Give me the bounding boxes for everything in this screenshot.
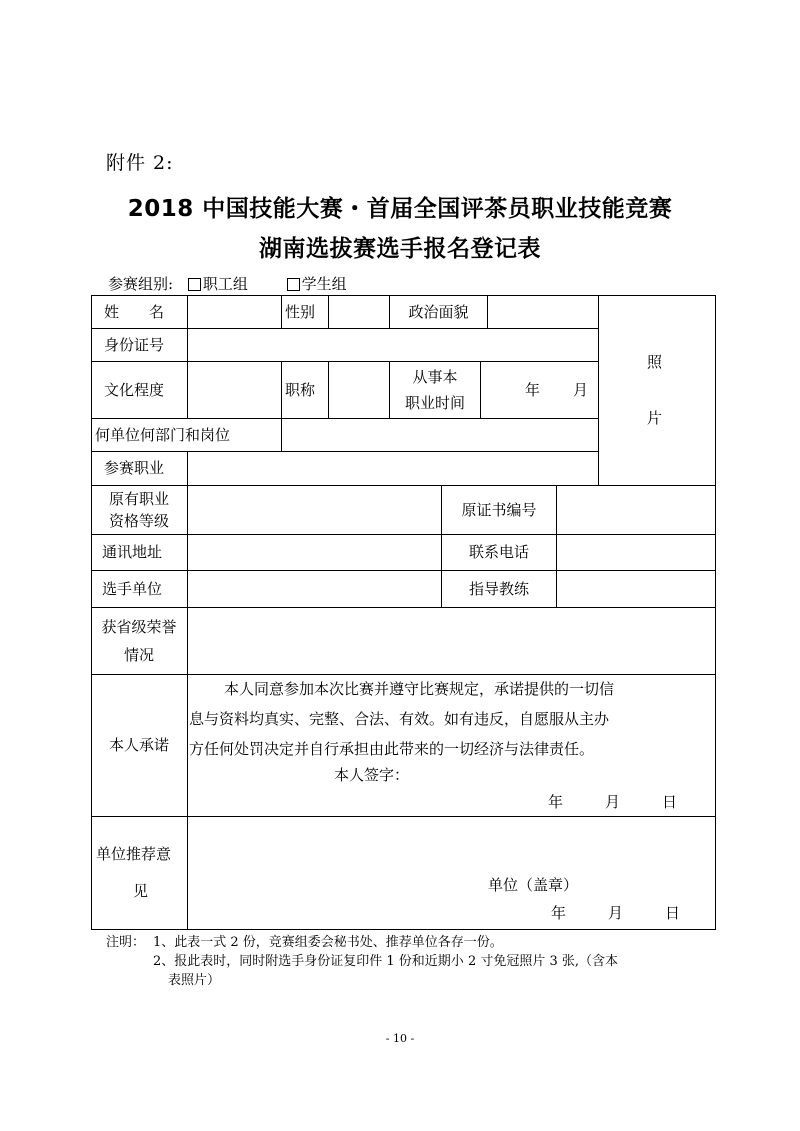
photo-label-2: 片 xyxy=(647,409,663,427)
phone-field[interactable] xyxy=(557,535,715,570)
label-recommendation-1: 单位推荐意 xyxy=(96,845,172,863)
label-cert-number: 原证书编号 xyxy=(461,500,537,519)
work-time-field[interactable] xyxy=(481,362,598,418)
label-department: 何单位何部门和岗位 xyxy=(95,425,231,444)
checkbox-icon[interactable] xyxy=(287,278,300,291)
label-work-time-2: 职业时间 xyxy=(404,393,465,412)
name-field[interactable] xyxy=(188,296,281,328)
table-line xyxy=(281,295,282,328)
form-title-line2: 湖南选拔赛选手报名登记表 xyxy=(259,236,541,262)
coach-field[interactable] xyxy=(557,571,715,607)
label-original-level-2: 资格等级 xyxy=(108,511,169,530)
option-worker[interactable] xyxy=(188,273,248,294)
form-title-line1: 2018 中国技能大赛・首届全国评茶员职业技能竞赛 xyxy=(127,196,673,222)
label-title: 职称 xyxy=(285,380,316,399)
recommend-date-month: 月 xyxy=(608,904,624,922)
pledge-line-1: 本人同意参加本次比赛并遵守比赛规定，承诺提供的一切信 xyxy=(224,680,615,698)
department-field[interactable] xyxy=(282,419,598,451)
label-address: 通讯地址 xyxy=(102,543,163,561)
option-student-label: 学生组 xyxy=(301,275,347,293)
group-label: 参赛组别: xyxy=(108,275,174,293)
label-honor-2: 情况 xyxy=(123,645,154,664)
education-field[interactable] xyxy=(188,362,281,418)
recommendation-field[interactable] xyxy=(188,817,715,929)
note-2-continued: 表照片） xyxy=(168,973,221,988)
notes-label: 注明： xyxy=(106,935,146,950)
label-education: 文化程度 xyxy=(104,380,165,399)
work-time-year: 年 xyxy=(525,381,541,399)
label-honor xyxy=(91,607,187,674)
work-time-month: 月 xyxy=(573,381,589,399)
address-field[interactable] xyxy=(188,535,441,570)
label-gender: 性别 xyxy=(285,302,316,321)
label-unit: 选手单位 xyxy=(102,579,163,598)
label-phone: 联系电话 xyxy=(468,543,529,561)
label-coach: 指导教练 xyxy=(468,579,529,598)
original-level-field[interactable] xyxy=(188,486,441,534)
photo-area[interactable] xyxy=(599,296,715,485)
label-original-level xyxy=(91,485,187,534)
label-occupation: 参赛职业 xyxy=(104,459,165,477)
note-1: 1、此表一式 2 份，竞赛组委会秘书处、推荐单位各存一份。 xyxy=(153,935,503,950)
pledge-line-3: 方任何处罚决定并自行承担由此带来的一切经济与法律责任。 xyxy=(189,740,595,758)
title-field[interactable] xyxy=(329,362,389,418)
recommend-date-day: 日 xyxy=(665,904,681,922)
label-id-number: 身份证号 xyxy=(104,335,165,354)
label-original-level-1: 原有职业 xyxy=(108,489,169,508)
pledge-date-month: 月 xyxy=(605,793,621,811)
option-student[interactable] xyxy=(287,273,347,294)
signature-label: 本人签字： xyxy=(334,766,410,784)
id-number-field[interactable] xyxy=(188,329,598,361)
checkbox-icon[interactable] xyxy=(188,278,201,291)
label-honor-1: 获省级荣誉 xyxy=(101,617,177,636)
photo-label-1: 照 xyxy=(647,353,663,371)
label-name: 姓 名 xyxy=(104,302,165,321)
occupation-field[interactable] xyxy=(188,452,598,485)
label-work-time-1: 从事本 xyxy=(412,367,458,386)
honor-field[interactable] xyxy=(188,608,715,674)
pledge-line-2: 息与资料均真实、完整、合法、有效。如有违反，自愿服从主办 xyxy=(189,710,610,728)
group-selector xyxy=(108,273,347,294)
political-field[interactable] xyxy=(488,296,598,328)
label-recommendation-2: 见 xyxy=(133,882,149,900)
label-political: 政治面貌 xyxy=(408,302,469,321)
gender-field[interactable] xyxy=(329,296,389,328)
pledge-date-year: 年 xyxy=(548,793,564,811)
seal-label: 单位（盖章） xyxy=(488,876,579,894)
recommend-date-year: 年 xyxy=(551,904,567,922)
option-worker-label: 职工组 xyxy=(202,275,248,293)
note-2: 2、报此表时，同时附选手身份证复印件 1 份和近期小 2 寸免冠照片 3 张,（含本 xyxy=(153,954,619,969)
label-work-time xyxy=(390,361,480,418)
unit-field[interactable] xyxy=(188,571,441,607)
table-line xyxy=(91,929,716,930)
label-pledge: 本人承诺 xyxy=(108,736,169,754)
cert-number-field[interactable] xyxy=(557,486,715,534)
pledge-date-day: 日 xyxy=(662,793,678,811)
page-number: - 10 - xyxy=(385,1032,415,1045)
table-line xyxy=(715,295,716,930)
annex-label: 附件 2: xyxy=(106,152,174,174)
